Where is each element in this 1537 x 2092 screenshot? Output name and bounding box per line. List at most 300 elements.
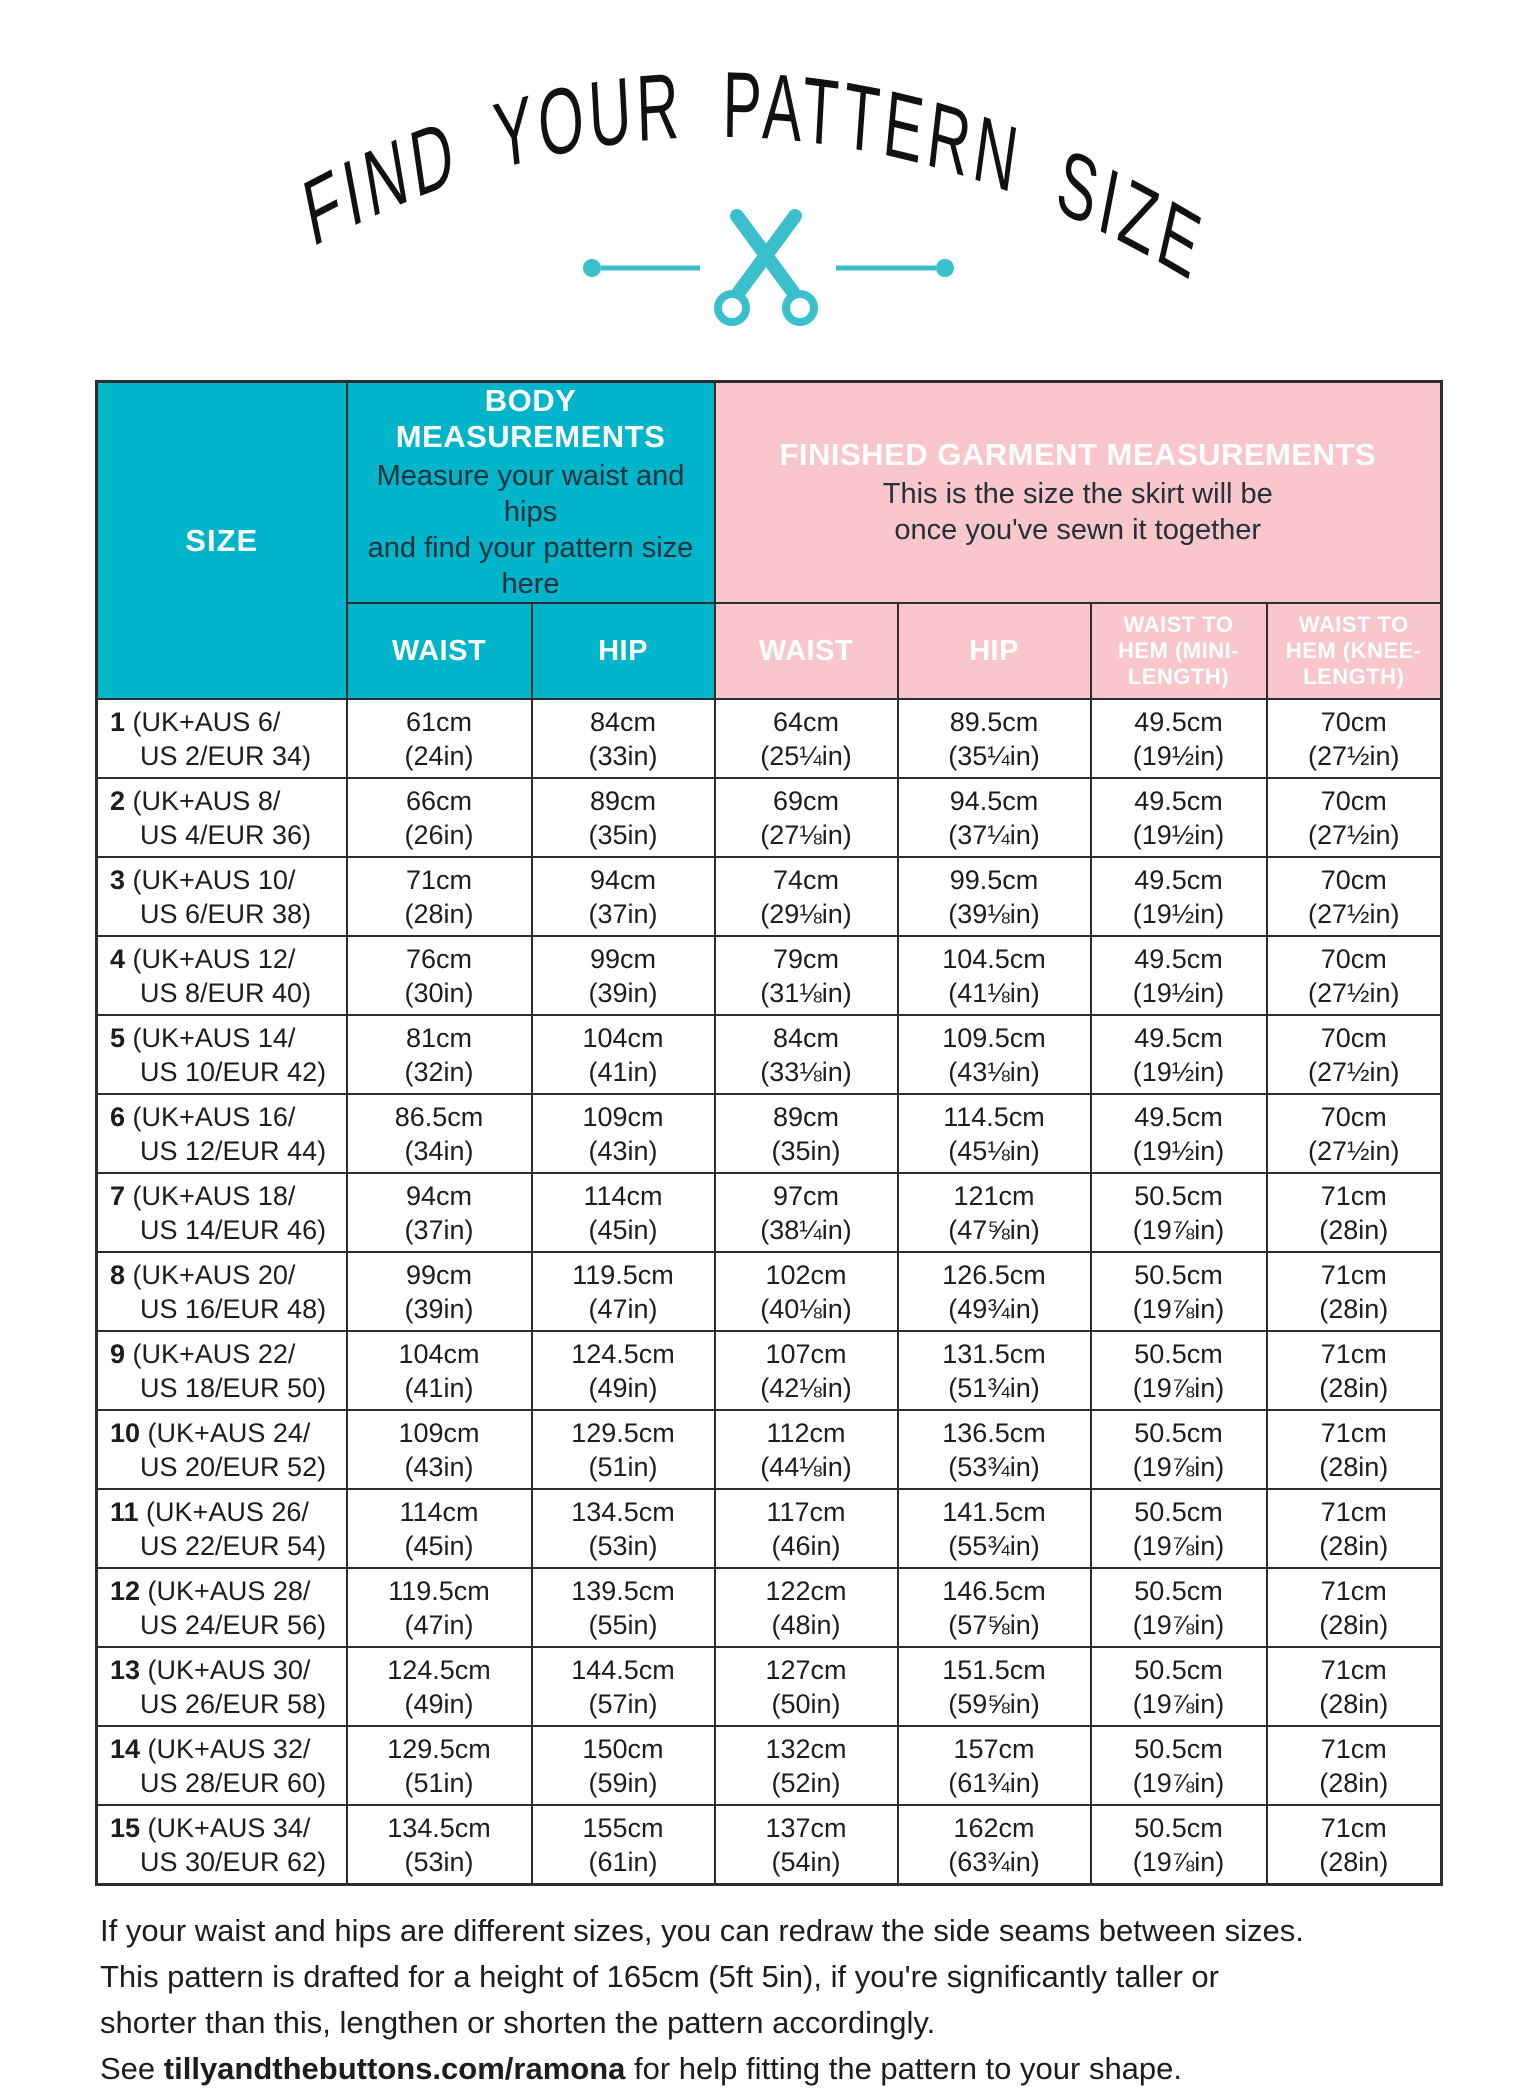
measurement-cell — [715, 1252, 898, 1331]
measurement-cell — [898, 1173, 1091, 1252]
size-conversion-line2: US 26/EUR 58) — [140, 1688, 327, 1719]
size-number: 2 — [110, 785, 126, 816]
measurement-in: (28in) — [1319, 1846, 1389, 1877]
pattern-help-url: tillyandthebuttons.com/ramona — [163, 2051, 626, 2086]
measurement-cell — [532, 1410, 715, 1489]
size-label-cell — [97, 1489, 347, 1568]
measurement-cm: 107cm — [765, 1338, 847, 1369]
measurement-in: (24in) — [404, 740, 474, 771]
measurement-in: (28in) — [1319, 1214, 1389, 1245]
measurement-cm: 86.5cm — [394, 1101, 484, 1132]
measurement-in: (49in) — [588, 1372, 658, 1403]
measurement-cell — [1267, 1331, 1442, 1410]
measurement-cell — [715, 936, 898, 1015]
measurement-cell — [898, 1489, 1091, 1568]
measurement-in: (43⅛in) — [948, 1056, 1040, 1087]
measurement-in: (45in) — [404, 1530, 474, 1561]
measurement-in: (28in) — [404, 898, 474, 929]
size-conversion-line1: (UK+AUS 22/ — [125, 1338, 296, 1369]
measurement-cell — [347, 1726, 532, 1805]
body-group-title: BODY MEASUREMENTS — [395, 383, 666, 454]
col-header-hem-mini: WAIST TO HEM (MINI-LENGTH) — [1091, 603, 1267, 699]
measurement-cm: 134.5cm — [571, 1496, 675, 1527]
body-group-subtitle-line2: and find your pattern size here — [367, 532, 694, 600]
measurement-cell — [715, 857, 898, 936]
measurement-in: (55¾in) — [948, 1530, 1040, 1561]
measurement-cm: 134.5cm — [387, 1812, 491, 1843]
measurement-cell — [898, 1331, 1091, 1410]
measurement-cm: 71cm — [1320, 1338, 1387, 1369]
table-row — [97, 1252, 1442, 1331]
measurement-cell — [898, 1568, 1091, 1647]
measurement-cell — [532, 1173, 715, 1252]
measurement-cell — [1267, 778, 1442, 857]
measurement-cm: 102cm — [765, 1259, 847, 1290]
footer-line-2: This pattern is drafted for a height of 165cm (5ft 5in), if you're significantly taller or — [100, 1959, 1219, 1994]
measurement-cm: 50.5cm — [1134, 1733, 1223, 1764]
measurement-cell — [1091, 1410, 1267, 1489]
measurement-in: (53in) — [404, 1846, 474, 1877]
measurement-cm: 162cm — [953, 1812, 1035, 1843]
measurement-cm: 70cm — [1320, 785, 1387, 816]
measurement-cell — [1091, 1331, 1267, 1410]
size-label-cell — [97, 778, 347, 857]
size-conversion-line2: US 28/EUR 60) — [140, 1767, 327, 1798]
measurement-in: (48in) — [771, 1609, 841, 1640]
measurement-cm: 70cm — [1320, 1022, 1387, 1053]
measurement-cell — [715, 1094, 898, 1173]
measurement-cm: 122cm — [765, 1575, 847, 1606]
measurement-in: (47in) — [588, 1293, 658, 1324]
measurement-cell — [898, 1726, 1091, 1805]
measurement-cm: 124.5cm — [387, 1654, 491, 1685]
measurement-cm: 49.5cm — [1134, 706, 1223, 737]
measurement-cm: 94cm — [589, 864, 657, 895]
measurement-cell — [898, 857, 1091, 936]
measurement-cell — [1267, 1805, 1442, 1885]
measurement-cell — [715, 1489, 898, 1568]
measurement-cm: 119.5cm — [572, 1259, 674, 1290]
measurement-cell — [1267, 857, 1442, 936]
measurement-cm: 139.5cm — [571, 1575, 675, 1606]
measurement-in: (47⅝in) — [948, 1214, 1040, 1245]
measurement-cm: 129.5cm — [571, 1417, 675, 1448]
scissors-icon — [718, 216, 814, 322]
measurement-cell — [1267, 1173, 1442, 1252]
size-label-cell — [97, 936, 347, 1015]
size-label-cell — [97, 1173, 347, 1252]
measurement-cm: 136.5cm — [942, 1417, 1046, 1448]
measurement-cell — [347, 1410, 532, 1489]
measurement-cm: 89.5cm — [949, 706, 1039, 737]
size-conversion-line2: US 10/EUR 42) — [140, 1056, 327, 1087]
measurement-cell — [1267, 1647, 1442, 1726]
measurement-in: (35in) — [771, 1135, 841, 1166]
measurement-cell — [532, 1805, 715, 1885]
size-conversion-line2: US 6/EUR 38) — [140, 898, 312, 929]
garment-group-subtitle-line1: This is the size the skirt will be — [882, 478, 1273, 510]
measurement-cell — [532, 1647, 715, 1726]
size-number: 1 — [110, 706, 126, 737]
measurement-cell — [898, 1252, 1091, 1331]
measurement-cm: 109.5cm — [942, 1022, 1046, 1053]
footer-see-suffix: for help fitting the pattern to your shape. — [625, 2051, 1183, 2086]
measurement-cm: 99cm — [405, 1259, 473, 1290]
size-conversion-line1: (UK+AUS 10/ — [125, 864, 296, 895]
measurement-in: (37¼in) — [948, 819, 1040, 850]
measurement-in: (33in) — [588, 740, 658, 771]
measurement-cm: 50.5cm — [1134, 1180, 1223, 1211]
footer-notes — [100, 1908, 1480, 2092]
table-row — [97, 1805, 1442, 1885]
measurement-cell — [1091, 1568, 1267, 1647]
measurement-cm: 94.5cm — [949, 785, 1039, 816]
measurement-cell — [1091, 1726, 1267, 1805]
size-conversion-line1: (UK+AUS 12/ — [125, 943, 296, 974]
measurement-cell — [1091, 699, 1267, 778]
size-label-cell — [97, 1726, 347, 1805]
divider-right-dot — [936, 259, 954, 277]
measurement-cm: 49.5cm — [1134, 864, 1223, 895]
garment-group-subtitle-line2: once you've sewn it together — [894, 514, 1262, 546]
measurement-in: (27½in) — [1307, 898, 1400, 929]
measurement-in: (54in) — [771, 1846, 841, 1877]
measurement-cm: 132cm — [765, 1733, 847, 1764]
measurement-cell — [1267, 1015, 1442, 1094]
measurement-cell — [898, 699, 1091, 778]
size-label-cell — [97, 1015, 347, 1094]
table-row — [97, 778, 1442, 857]
size-conversion-line1: (UK+AUS 18/ — [125, 1180, 296, 1211]
size-label-cell — [97, 1331, 347, 1410]
footer-line-1: If your waist and hips are different sizes, you can redraw the side seams between sizes. — [100, 1913, 1304, 1948]
measurement-in: (49in) — [404, 1688, 474, 1719]
measurement-cell — [1091, 1173, 1267, 1252]
measurement-in: (19⅞in) — [1132, 1846, 1225, 1877]
measurement-cm: 74cm — [772, 864, 840, 895]
size-chart — [95, 380, 1537, 1886]
measurement-in: (19½in) — [1132, 1135, 1225, 1166]
measurement-cm: 89cm — [772, 1101, 840, 1132]
measurement-in: (19½in) — [1132, 819, 1225, 850]
table-row — [97, 1568, 1442, 1647]
measurement-cell — [532, 857, 715, 936]
measurement-cell — [1091, 1094, 1267, 1173]
measurement-in: (35¼in) — [948, 740, 1040, 771]
measurement-cm: 155cm — [582, 1812, 664, 1843]
size-conversion-line1: (UK+AUS 30/ — [140, 1654, 311, 1685]
measurement-in: (28in) — [1319, 1530, 1389, 1561]
measurement-cell — [532, 1015, 715, 1094]
measurement-in: (42⅛in) — [760, 1372, 852, 1403]
size-number: 5 — [110, 1022, 126, 1053]
measurement-in: (43in) — [588, 1135, 658, 1166]
measurement-cm: 124.5cm — [571, 1338, 675, 1369]
measurement-cm: 114.5cm — [943, 1101, 1045, 1132]
measurement-in: (37in) — [404, 1214, 474, 1245]
measurement-cm: 141.5cm — [942, 1496, 1046, 1527]
measurement-cm: 49.5cm — [1134, 1101, 1223, 1132]
measurement-in: (19½in) — [1132, 898, 1225, 929]
measurement-in: (49¾in) — [948, 1293, 1040, 1324]
size-number: 15 — [110, 1812, 141, 1843]
size-number: 14 — [110, 1733, 141, 1764]
measurement-cell — [347, 1489, 532, 1568]
body-group-subtitle-line1: Measure your waist and hips — [376, 460, 685, 528]
measurement-cm: 61cm — [405, 706, 473, 737]
measurement-cm: 150cm — [582, 1733, 664, 1764]
measurement-cm: 50.5cm — [1134, 1575, 1223, 1606]
measurement-in: (28in) — [1319, 1688, 1389, 1719]
measurement-in: (57in) — [588, 1688, 658, 1719]
size-conversion-line2: US 18/EUR 50) — [140, 1372, 327, 1403]
measurement-cell — [715, 699, 898, 778]
measurement-cell — [1091, 1805, 1267, 1885]
measurement-cell — [1267, 936, 1442, 1015]
measurement-cm: 71cm — [1320, 1654, 1387, 1685]
measurement-cm: 104cm — [582, 1022, 664, 1053]
measurement-cell — [1091, 936, 1267, 1015]
measurement-cm: 71cm — [1320, 1417, 1387, 1448]
measurement-cell — [532, 778, 715, 857]
measurement-cm: 129.5cm — [387, 1733, 491, 1764]
measurement-in: (19⅞in) — [1132, 1451, 1225, 1482]
measurement-in: (27½in) — [1307, 819, 1400, 850]
measurement-in: (34in) — [404, 1135, 474, 1166]
table-row — [97, 1647, 1442, 1726]
measurement-cell — [1091, 778, 1267, 857]
measurement-cm: 99.5cm — [949, 864, 1039, 895]
size-number: 11 — [110, 1496, 139, 1527]
measurement-cell — [347, 936, 532, 1015]
measurement-cm: 97cm — [772, 1180, 840, 1211]
measurement-in: (59⅝in) — [948, 1688, 1040, 1719]
table-row — [97, 1726, 1442, 1805]
table-row — [97, 936, 1442, 1015]
measurement-cell — [1091, 1015, 1267, 1094]
measurement-in: (63¾in) — [948, 1846, 1040, 1877]
measurement-cell — [715, 1015, 898, 1094]
measurement-in: (38¼in) — [760, 1214, 852, 1245]
measurement-cm: 84cm — [589, 706, 657, 737]
measurement-in: (19⅞in) — [1132, 1372, 1225, 1403]
measurement-in: (44⅛in) — [760, 1451, 852, 1482]
measurement-cell — [532, 699, 715, 778]
table-row — [97, 1173, 1442, 1252]
measurement-cell — [1267, 1410, 1442, 1489]
garment-group-subtitle — [716, 476, 1441, 548]
size-number: 13 — [110, 1654, 141, 1685]
measurement-cm: 151.5cm — [942, 1654, 1046, 1685]
measurement-cm: 70cm — [1320, 943, 1387, 974]
measurement-in: (28in) — [1319, 1609, 1389, 1640]
measurement-cm: 146.5cm — [942, 1575, 1046, 1606]
measurement-cell — [347, 1805, 532, 1885]
divider-left-dot — [583, 259, 601, 277]
size-conversion-line1: (UK+AUS 32/ — [140, 1733, 311, 1764]
measurement-cm: 81cm — [405, 1022, 473, 1053]
measurement-cell — [715, 1410, 898, 1489]
size-conversion-line2: US 12/EUR 44) — [140, 1135, 327, 1166]
col-header-body-hip: HIP — [532, 603, 715, 699]
measurement-cm: 50.5cm — [1134, 1417, 1223, 1448]
col-header-garment-hip: HIP — [898, 603, 1091, 699]
measurement-in: (45⅛in) — [948, 1135, 1040, 1166]
measurement-cm: 71cm — [405, 864, 473, 895]
measurement-cm: 104.5cm — [942, 943, 1046, 974]
measurement-cell — [1267, 699, 1442, 778]
measurement-cell — [1091, 1489, 1267, 1568]
measurement-in: (27½in) — [1307, 977, 1400, 1008]
size-number: 4 — [110, 943, 126, 974]
measurement-cm: 89cm — [589, 785, 657, 816]
size-conversion-line1: (UK+AUS 34/ — [140, 1812, 311, 1843]
size-conversion-line1: (UK+AUS 16/ — [125, 1101, 296, 1132]
size-conversion-line2: US 14/EUR 46) — [140, 1214, 327, 1245]
table-row — [97, 857, 1442, 936]
table-row — [97, 1489, 1442, 1568]
measurement-in: (40⅛in) — [760, 1293, 852, 1324]
measurement-cell — [898, 1015, 1091, 1094]
measurement-in: (46in) — [771, 1530, 841, 1561]
measurement-cell — [715, 778, 898, 857]
measurement-in: (31⅛in) — [760, 977, 852, 1008]
size-label-cell — [97, 1568, 347, 1647]
measurement-cm: 104cm — [398, 1338, 480, 1369]
measurement-cell — [347, 1015, 532, 1094]
measurement-in: (19⅞in) — [1132, 1530, 1225, 1561]
measurement-in: (29⅛in) — [760, 898, 852, 929]
measurement-cell — [715, 1173, 898, 1252]
measurement-cm: 49.5cm — [1134, 943, 1223, 974]
measurement-cm: 50.5cm — [1134, 1496, 1223, 1527]
measurement-in: (35in) — [588, 819, 658, 850]
measurement-in: (25¼in) — [760, 740, 852, 771]
measurement-in: (53in) — [588, 1530, 658, 1561]
measurement-cell — [715, 1568, 898, 1647]
size-table-body — [97, 699, 1442, 1885]
measurement-cm: 49.5cm — [1134, 785, 1223, 816]
measurement-cm: 114cm — [583, 1180, 663, 1211]
measurement-cell — [532, 1094, 715, 1173]
measurement-in: (61¾in) — [948, 1767, 1040, 1798]
measurement-in: (41⅛in) — [948, 977, 1040, 1008]
measurement-cm: 69cm — [772, 785, 840, 816]
measurement-in: (19½in) — [1132, 1056, 1225, 1087]
table-row — [97, 1331, 1442, 1410]
measurement-cell — [1267, 1489, 1442, 1568]
measurement-cm: 112cm — [766, 1417, 846, 1448]
measurement-in: (61in) — [588, 1846, 658, 1877]
measurement-cm: 109cm — [582, 1101, 664, 1132]
size-conversion-line1: (UK+AUS 6/ — [125, 706, 281, 737]
measurement-in: (39⅛in) — [948, 898, 1040, 929]
size-label-cell — [97, 857, 347, 936]
measurement-in: (19⅞in) — [1132, 1293, 1225, 1324]
garment-group-title: FINISHED GARMENT MEASUREMENTS — [779, 437, 1377, 472]
measurement-cm: 70cm — [1320, 864, 1387, 895]
measurement-cm: 76cm — [405, 943, 473, 974]
table-row — [97, 1094, 1442, 1173]
size-conversion-line2: US 24/EUR 56) — [140, 1609, 327, 1640]
measurement-cell — [1091, 1252, 1267, 1331]
size-conversion-line1: (UK+AUS 14/ — [125, 1022, 296, 1053]
body-measurements-header — [347, 382, 715, 604]
table-row — [97, 1015, 1442, 1094]
measurement-cell — [532, 1726, 715, 1805]
measurement-in: (19⅞in) — [1132, 1688, 1225, 1719]
measurement-cell — [532, 1489, 715, 1568]
measurement-cm: 66cm — [405, 785, 473, 816]
measurement-in: (19⅞in) — [1132, 1214, 1225, 1245]
size-label-cell — [97, 1252, 347, 1331]
measurement-cell — [347, 1094, 532, 1173]
measurement-cm: 137cm — [765, 1812, 847, 1843]
measurement-cell — [1091, 1647, 1267, 1726]
header-graphic — [0, 0, 1537, 360]
measurement-in: (27½in) — [1307, 1056, 1400, 1087]
size-conversion-line2: US 22/EUR 54) — [140, 1530, 327, 1561]
measurement-in: (19½in) — [1132, 740, 1225, 771]
measurement-cm: 94cm — [405, 1180, 473, 1211]
scissors-divider — [583, 216, 954, 322]
measurement-cm: 70cm — [1320, 706, 1387, 737]
size-conversion-line1: (UK+AUS 20/ — [125, 1259, 296, 1290]
size-label-cell — [97, 1094, 347, 1173]
measurement-cm: 50.5cm — [1134, 1259, 1223, 1290]
measurement-in: (50in) — [771, 1688, 841, 1719]
measurement-in: (28in) — [1319, 1767, 1389, 1798]
measurement-cell — [347, 1647, 532, 1726]
measurement-cell — [347, 699, 532, 778]
measurement-cm: 71cm — [1320, 1733, 1387, 1764]
measurement-in: (53¾in) — [948, 1451, 1040, 1482]
measurement-in: (39in) — [404, 1293, 474, 1324]
measurement-cm: 71cm — [1320, 1575, 1387, 1606]
measurement-cell — [898, 778, 1091, 857]
measurement-in: (43in) — [404, 1451, 474, 1482]
measurement-cm: 50.5cm — [1134, 1812, 1223, 1843]
measurement-cell — [532, 1331, 715, 1410]
measurement-in: (33⅛in) — [760, 1056, 852, 1087]
measurement-in: (51in) — [588, 1451, 658, 1482]
measurement-in: (26in) — [404, 819, 474, 850]
measurement-in: (52in) — [771, 1767, 841, 1798]
page-title: FIND YOUR PATTERN SIZE — [295, 51, 1214, 303]
measurement-cell — [715, 1805, 898, 1885]
measurement-cm: 71cm — [1320, 1180, 1387, 1211]
group-header-row — [97, 382, 1442, 604]
measurement-cm: 79cm — [772, 943, 840, 974]
measurement-cell — [347, 1252, 532, 1331]
measurement-cm: 50.5cm — [1134, 1338, 1223, 1369]
size-number: 12 — [110, 1575, 141, 1606]
measurement-cm: 157cm — [953, 1733, 1035, 1764]
measurement-cm: 70cm — [1320, 1101, 1387, 1132]
measurement-cm: 121cm — [953, 1180, 1035, 1211]
size-label-cell — [97, 1410, 347, 1489]
measurement-in: (19½in) — [1132, 977, 1225, 1008]
measurement-in: (27⅛in) — [760, 819, 852, 850]
measurement-cm: 71cm — [1320, 1496, 1387, 1527]
measurement-cell — [898, 1647, 1091, 1726]
size-conversion-line1: (UK+AUS 28/ — [140, 1575, 311, 1606]
size-label-cell — [97, 1805, 347, 1885]
measurement-cm: 71cm — [1320, 1259, 1387, 1290]
size-conversion-line1: (UK+AUS 26/ — [138, 1496, 309, 1527]
measurement-cm: 131.5cm — [942, 1338, 1046, 1369]
measurement-cell — [347, 857, 532, 936]
